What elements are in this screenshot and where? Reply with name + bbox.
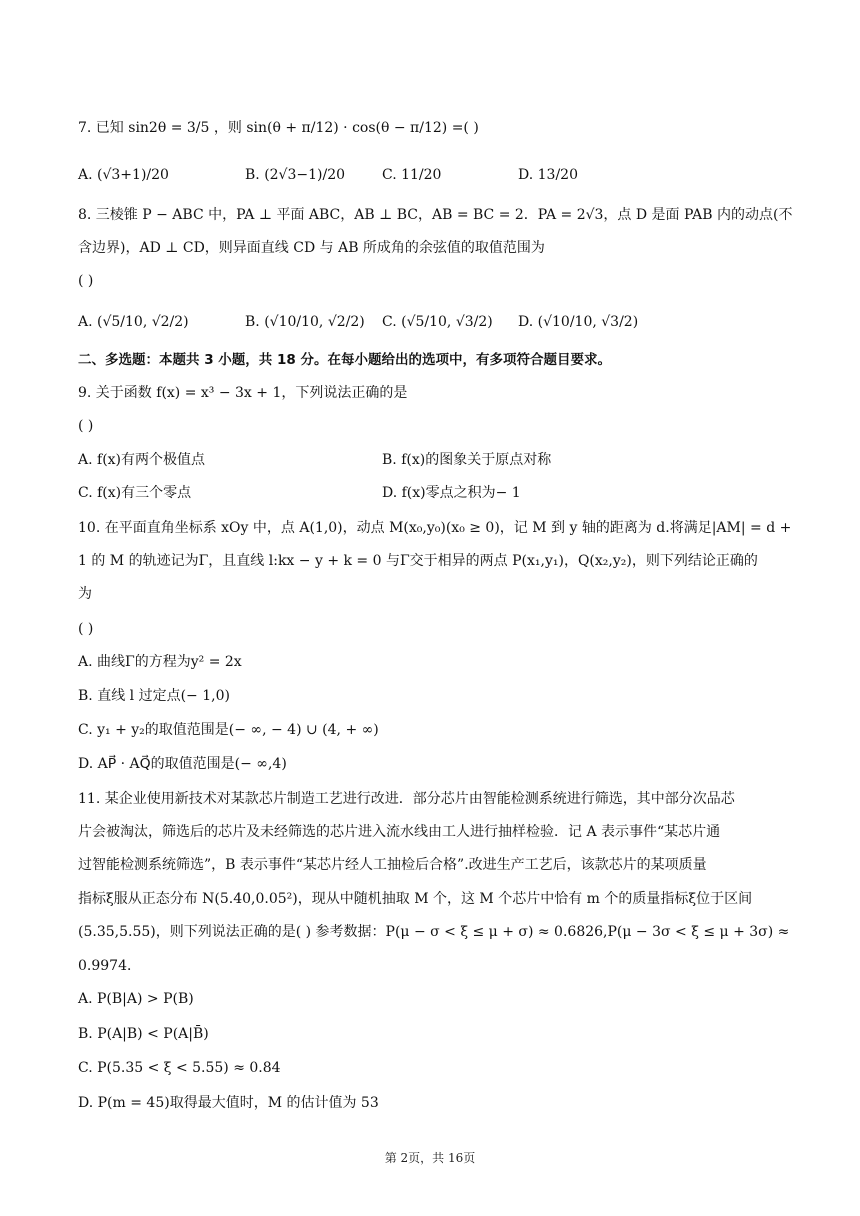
q7-stem: 7. 已知 sin2θ = 3/5 ，则 sin(θ + π/12) · cos(θ − π/12) =( ) [78, 120, 479, 136]
q10-option-c: C. y₁ + y₂的取值范围是(− ∞, − 4) ∪ (4, + ∞) [78, 722, 379, 738]
q10-stem-line1: 10. 在平面直角坐标系 xOy 中，点 A(1,0)，动点 M(x₀,y₀)(x₀ ≥ 0)，记 M 到 y 轴的距离为 d.将满足|AM| = d + [78, 520, 792, 536]
q8-option-c: C. (√5/10, √3/2) [382, 314, 493, 330]
q11-option-c: C. P(5.35 < ξ < 5.55) ≈ 0.84 [78, 1060, 281, 1076]
q8-option-d: D. (√10/10, √3/2) [518, 314, 639, 330]
q8-stem-line1: 8. 三棱锥 P − ABC 中，PA ⊥ 平面 ABC，AB ⊥ BC，AB = BC = 2．PA = 2√3，点 D 是面 PAB 内的动点(不 [78, 207, 793, 223]
q9-option-c: C. f(x)有三个零点 [78, 485, 192, 501]
q9-option-d: D. f(x)零点之积为− 1 [382, 485, 521, 501]
section-heading-multiple-choice: 二、多选题：本题共 3 小题，共 18 分。在每小题给出的选项中，有多项符合题目要求。 [78, 352, 611, 368]
q9-option-a: A. f(x)有两个极值点 [78, 452, 206, 468]
q7-option-b: B. (2√3−1)/20 [245, 167, 346, 183]
q10-option-d: D. AP⃗ · AQ⃗的取值范围是(− ∞,4) [78, 756, 287, 772]
q8-option-b: B. (√10/10, √2/2) [245, 314, 365, 330]
q11-stem-line5: (5.35,5.55)，则下列说法正确的是( ) 参考数据：P(μ − σ < ξ ≤ μ + σ) ≈ 0.6826,P(μ − 3σ < ξ ≤ μ + 3σ) ≈ [78, 924, 790, 940]
q8-stem-line2: 含边界)，AD ⊥ CD，则异面直线 CD 与 AB 所成角的余弦值的取值范围为 [78, 240, 545, 256]
q10-stem-line2: 1 的 M 的轨迹记为Γ，且直线 l:kx − y + k = 0 与Γ交于相异的两点 P(x₁,y₁)，Q(x₂,y₂)，则下列结论正确的 [78, 553, 758, 569]
q11-option-a: A. P(B|A) > P(B) [78, 991, 194, 1007]
q11-option-d: D. P(m = 45)取得最大值时，M 的估计值为 53 [78, 1095, 379, 1111]
q8-option-a: A. (√5/10, √2/2) [78, 314, 189, 330]
q7-option-c: C. 11/20 [382, 167, 442, 183]
q10-option-b: B. 直线 l 过定点(− 1,0) [78, 688, 230, 704]
q11-stem-line6: 0.9974． [78, 958, 141, 974]
q10-stem-line3: 为 [78, 586, 92, 602]
q9-answer-blank: ( ) [78, 418, 94, 434]
q7-option-a: A. (√3+1)/20 [78, 167, 169, 183]
page-footer: 第 2页，共 16页 [384, 1151, 476, 1165]
q11-option-b: B. P(A|B) < P(A|B̄) [78, 1026, 209, 1042]
q10-answer-blank: ( ) [78, 621, 94, 637]
q11-stem-line3: 过智能检测系统筛选”，B 表示事件“某芯片经人工抽检后合格”.改进生产工艺后，该款芯片的某项质量 [78, 857, 707, 873]
q9-stem: 9. 关于函数 f(x) = x³ − 3x + 1，下列说法正确的是 [78, 385, 408, 401]
q11-stem-line1: 11. 某企业使用新技术对某款芯片制造工艺进行改进．部分芯片由智能检测系统进行筛选，其中部分次品芯 [78, 791, 735, 807]
q9-option-b: B. f(x)的图象关于原点对称 [382, 452, 552, 468]
q11-stem-line4: 指标ξ服从正态分布 N(5.40,0.05²)，现从中随机抽取 M 个，这 M 个芯片中恰有 m 个的质量指标ξ位于区间 [78, 891, 753, 907]
q7-option-d: D. 13/20 [518, 167, 578, 183]
q10-option-a: A. 曲线Γ的方程为y² = 2x [78, 654, 242, 670]
q8-answer-blank: ( ) [78, 273, 94, 289]
q11-stem-line2: 片会被淘汰，筛选后的芯片及未经筛选的芯片进入流水线由工人进行抽样检验．记 A 表示事件“某芯片通 [78, 824, 721, 840]
